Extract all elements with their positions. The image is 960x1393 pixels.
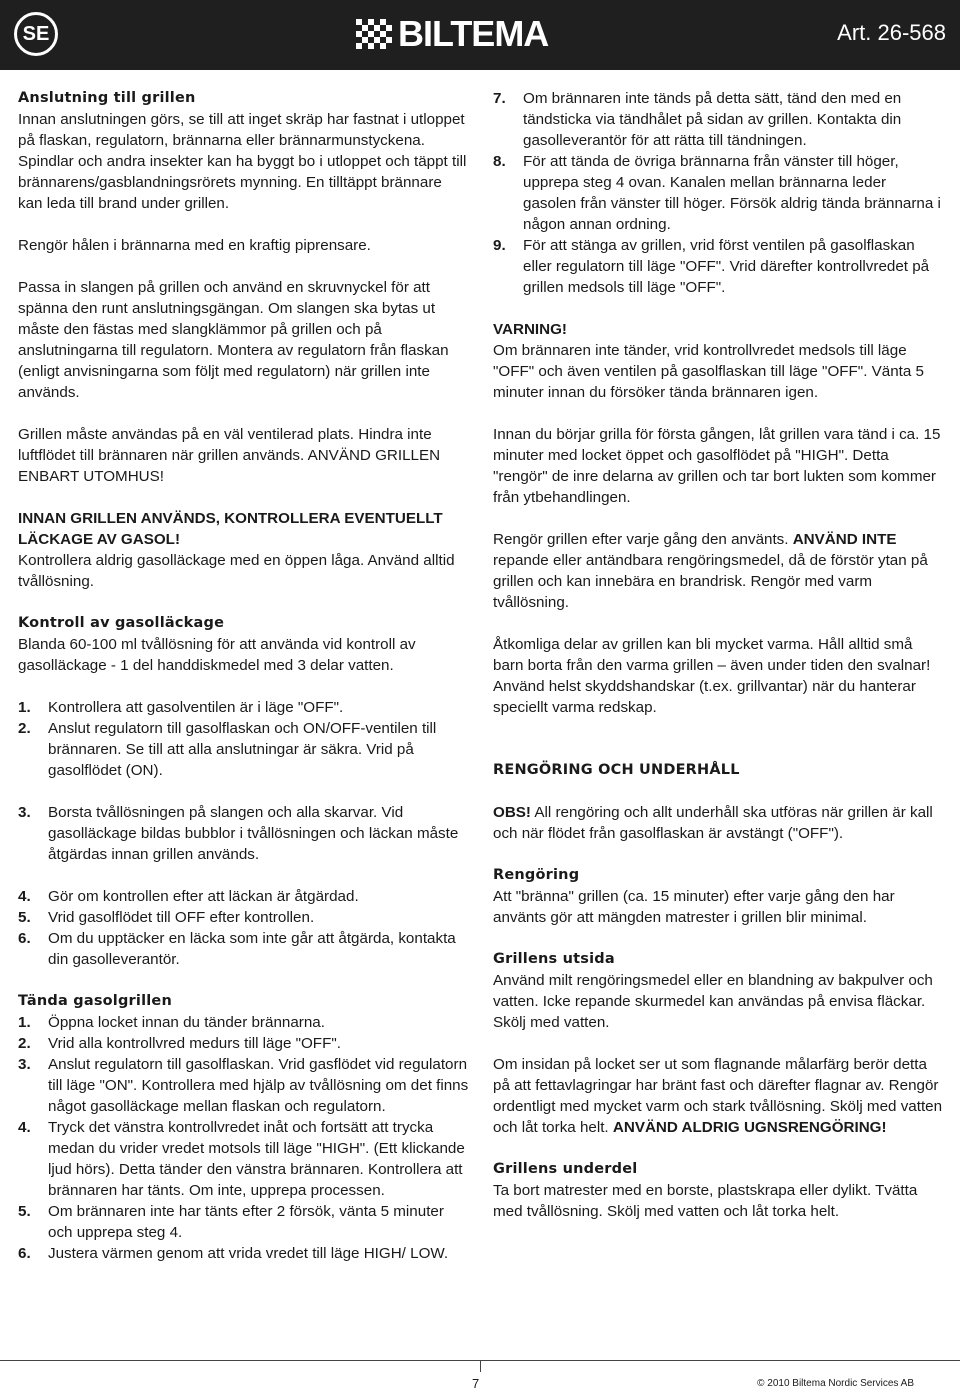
step-text: Öppna locket innan du tänder brännarna.	[48, 1014, 325, 1031]
leak-check-steps-continued	[18, 802, 470, 865]
leak-check-steps-final	[18, 886, 470, 970]
warning-text: Om brännaren inte tänder, vrid kontrollvredet medsols till läge "OFF" och även ventilen på gasolflaskan till läge "OFF". Vänta 5 minuter innan du försöker tända brännaren igen.	[493, 342, 924, 401]
list-item	[493, 235, 943, 298]
connection-paragraph-2: Rengör hålen i brännarna med en kraftig piprensare.	[18, 237, 371, 254]
list-item	[18, 697, 470, 718]
list-item	[18, 718, 470, 781]
list-item	[493, 88, 943, 151]
cleaning-after-use-paragraph	[493, 529, 943, 613]
leak-check-warning-heading: INNAN GRILLEN ANVÄNDS, KONTROLLERA EVENTUELLT LÄCKAGE AV GASOL!	[18, 510, 443, 548]
step-text: Anslut regulatorn till gasolflaskan och ON/OFF-ventilen till brännaren. Se till att alla anslutningar är säkra. Vrid på gasolflödet (ON).	[48, 720, 437, 779]
connection-paragraph-3: Passa in slangen på grillen och använd en skruvnyckel för att spänna den runt anslutningsgängan. Om slangen ska bytas ut måste den fästas med slangklämmor på grillen och på anslutningarna till regulatorn. Montera av regulatorn från flaskan (enligt anvisningarna som följt med regulatorn) när grillen inte används.	[18, 279, 449, 401]
hot-parts-paragraph: Åtkomliga delar av grillen kan bli mycket varma. Håll alltid små barn borta från den varma grillen – även under tiden den svalnar! Använd helst skyddshandskar (t.ex. grillvantar) när du hanterar speciellt varma redskap.	[493, 636, 931, 716]
step-text: Vrid alla kontrollvred medurs till läge "OFF".	[48, 1035, 341, 1052]
section-title-cleaning: Rengöring	[493, 867, 580, 883]
brand-logo	[356, 13, 549, 54]
list-item	[18, 1201, 470, 1243]
list-item	[493, 151, 943, 235]
list-item	[18, 1243, 470, 1264]
section-title-outside: Grillens utsida	[493, 951, 615, 967]
step-text: Tryck det vänstra kontrollvredet inåt och fortsätt att trycka medan du vrider vredet motsols till läge "HIGH". (Ett klickande ljud hörs). Detta tänder den vänstra brännaren. Kontrollera att brännaren har tänts. Om inte, upprepa processen.	[48, 1119, 465, 1199]
list-item	[18, 1054, 470, 1117]
list-item	[18, 1012, 470, 1033]
section-title-maintenance: RENGÖRING OCH UNDERHÅLL	[493, 762, 740, 778]
right-column	[493, 88, 943, 1222]
step-number: 7.	[493, 90, 506, 107]
step-number: 6.	[18, 1245, 31, 1262]
section-title-ignition: Tända gasolgrillen	[18, 993, 172, 1009]
step-text: Om brännaren inte har tänts efter 2 försök, vänta 5 minuter och upprepa steg 4.	[48, 1203, 444, 1241]
left-column	[18, 88, 470, 1264]
step-text: Gör om kontrollen efter att läckan är åtgärdad.	[48, 888, 359, 905]
lid-warning: ANVÄND ALDRIG UGNSRENGÖRING!	[612, 1119, 887, 1136]
step-number: 3.	[18, 804, 31, 821]
step-number: 9.	[493, 237, 506, 254]
list-item	[18, 1117, 470, 1201]
list-item	[18, 928, 470, 970]
step-number: 2.	[18, 1035, 31, 1052]
list-item	[18, 907, 470, 928]
lid-text: Om insidan på locket ser ut som flagnande målarfärg berör detta på att fettavlagringar har bränt fast och därefter flagnar av. Rengör ordentligt med mycket varm och stark tvållösning. Skölj med vatten och låt torka helt.	[493, 1056, 943, 1136]
step-number: 1.	[18, 699, 31, 716]
cleaning-text-a: Rengör grillen efter varje gång den använts.	[493, 531, 793, 548]
section-title-connection: Anslutning till grillen	[18, 90, 196, 106]
obs-text: All rengöring och allt underhåll ska utföras när grillen är kall och när flödet från gasolflaskan är avstängt ("OFF").	[493, 804, 933, 842]
step-number: 4.	[18, 1119, 31, 1136]
step-number: 5.	[18, 1203, 31, 1220]
step-number: 1.	[18, 1014, 31, 1031]
warning-label: VARNING!	[493, 321, 567, 338]
first-use-paragraph: Innan du börjar grilla för första gången, låt grillen vara tänd i ca. 15 minuter med locket öppet och gasolflödet på "HIGH". Detta "rengör" de inre delarna av grillen och tar bort lukten som kommer från ytbehandlingen.	[493, 426, 941, 506]
step-number: 5.	[18, 909, 31, 926]
obs-paragraph	[493, 802, 943, 844]
list-item	[18, 1033, 470, 1054]
step-text: För att tända de övriga brännarna från vänster till höger, upprepa steg 4 ovan. Kanalen mellan brännarna leder gasolen från vänster till höger. Försök aldrig tända brännarna i någon annan ordning.	[523, 153, 941, 233]
step-number: 2.	[18, 720, 31, 737]
ignition-steps	[18, 1012, 470, 1264]
step-text: Justera värmen genom att vrida vredet till läge HIGH/ LOW.	[48, 1245, 449, 1262]
step-text: Borsta tvållösningen på slangen och alla skarvar. Vid gasolläckage bildas bubblor i tvållösningen och läckan måste åtgärdas innan grillen används.	[48, 804, 459, 863]
connection-paragraph-4: Grillen måste användas på en väl ventilerad plats. Hindra inte luftflödet till brännaren när grillen används. ANVÄND GRILLEN ENBART UTOMHUS!	[18, 426, 441, 485]
list-item	[18, 886, 470, 907]
step-number: 4.	[18, 888, 31, 905]
step-text: För att stänga av grillen, vrid först ventilen på gasolflaskan eller regulatorn till läge "OFF". Vrid därefter kontrollvredet på grillen medsols till läge "OFF".	[523, 237, 930, 296]
leak-check-steps	[18, 697, 470, 781]
outside-paragraph: Använd milt rengöringsmedel eller en blandning av bakpulver och vatten. Icke repande skurmedel kan användas på envisa fläckar. Skölj med vatten.	[493, 972, 933, 1031]
step-text: Anslut regulatorn till gasolflaskan. Vrid gasflödet vid regulatorn till läge "ON". Kontrollera med hjälp av tvållösning om det finns något gasolläckage mellan flaskan och regulatorn.	[48, 1056, 469, 1115]
step-text: Vrid gasolflödet till OFF efter kontrollen.	[48, 909, 315, 926]
copyright-notice: © 2010 Biltema Nordic Services AB	[757, 1378, 914, 1389]
cleaning-paragraph: Att "bränna" grillen (ca. 15 minuter) efter varje gång den har använts gör att mängden matrester i grillen blir minimal.	[493, 888, 895, 926]
list-item	[18, 802, 470, 865]
leak-check-intro: Blanda 60-100 ml tvållösning för att använda vid kontroll av gasolläckage - 1 del handdiskmedel med 3 delar vatten.	[18, 636, 416, 674]
underside-paragraph: Ta bort matrester med en borste, plastskrapa eller dylikt. Tvätta med tvållösning. Skölj med vatten och låt torka helt.	[493, 1182, 918, 1220]
language-badge: SE	[14, 12, 58, 56]
section-title-leak-check: Kontroll av gasolläckage	[18, 615, 225, 631]
lid-paragraph	[493, 1054, 943, 1138]
section-title-underside: Grillens underdel	[493, 1161, 638, 1177]
brand-name: BILTEMA	[398, 13, 549, 54]
step-number: 6.	[18, 930, 31, 947]
obs-label: OBS!	[493, 804, 531, 821]
step-text: Om brännaren inte tänds på detta sätt, tänd den med en tändsticka via tändhålet på sidan av grillen. Kontakta din gasolleverantör för att rätta till tändningen.	[523, 90, 902, 149]
cleaning-text-c: repande eller antändbara rengöringsmedel, då de förstör ytan på grillen och kan innebära en brandrisk. Rengör med varm tvållösning.	[493, 552, 928, 611]
page-number: 7	[472, 1376, 480, 1391]
page-header	[0, 0, 960, 70]
step-number: 3.	[18, 1056, 31, 1073]
footer-tick	[480, 1360, 481, 1372]
connection-paragraph-1: Innan anslutningen görs, se till att inget skräp har fastnat i utloppet på flaskan, regulatorn, brännarna eller brännarmunstyckena. Spindlar och andra insekter kan ha byggt bo i utloppet och täppt till brännarens/gasblandningsrörets mynning. En tilltäppt brännare kan leda till brand under grillen.	[18, 111, 467, 212]
step-text: Om du upptäcker en läcka som inte går att åtgärda, kontakta din gasolleverantör.	[48, 930, 456, 968]
step-text: Kontrollera att gasolventilen är i läge "OFF".	[48, 699, 344, 716]
article-number: Art. 26-568	[837, 20, 946, 45]
checkered-flag-icon	[356, 19, 392, 49]
cleaning-emphasis: ANVÄND INTE	[792, 531, 897, 548]
step-number: 8.	[493, 153, 506, 170]
ignition-steps-continued	[493, 88, 943, 298]
leak-check-warning-text: Kontrollera aldrig gasolläckage med en öppen låga. Använd alltid tvållösning.	[18, 552, 455, 590]
